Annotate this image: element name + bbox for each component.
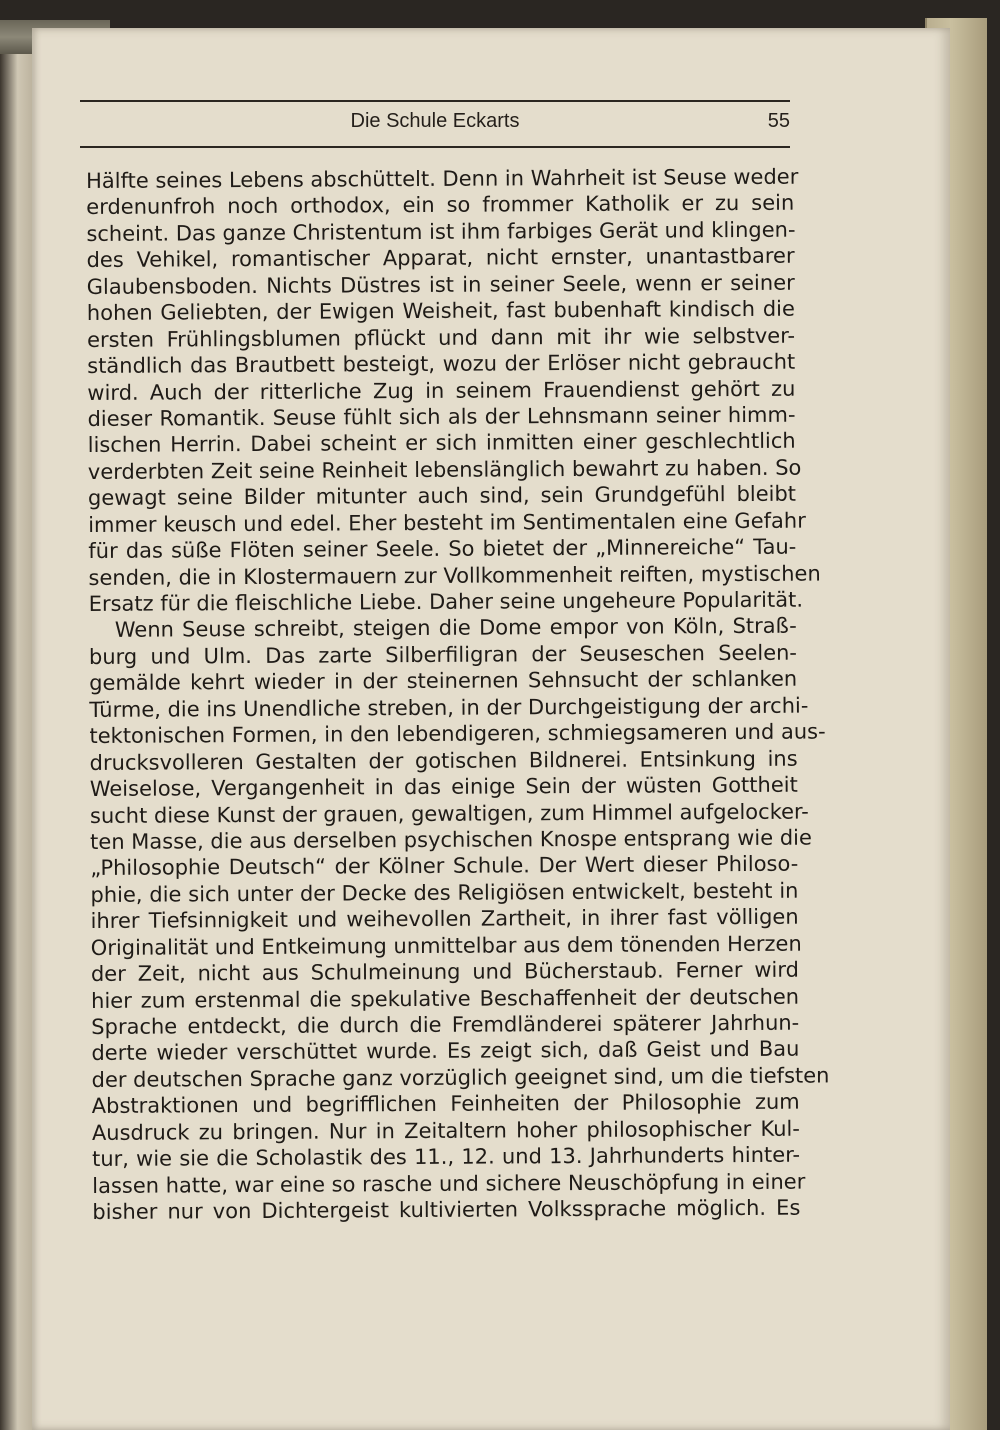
header-rule-bottom: [80, 146, 790, 148]
text-line: ständlich das Brautbett besteigt, wozu der Erlöser nicht gebraucht: [87, 349, 796, 379]
page-number: 55: [767, 110, 790, 132]
text-line: Türme, die ins Unendliche streben, in der Durchgeistigung der archi-: [89, 693, 809, 722]
text-line: der Zeit, nicht aus Schulmeinung und Bücherstaub. Ferner wird: [90, 957, 799, 987]
text-line: „Philosophie Deutsch“ der Kölner Schule. Der Wert dieser Philoso-: [90, 852, 799, 881]
text-line: tur, wie sie die Scholastik des 11., 12. und 13. Jahrhunderts hinter-: [91, 1142, 801, 1172]
text-line: bisher nur von Dichtergeist kultivierten Volkssprache möglich. Es: [92, 1195, 801, 1225]
text-line: der deutschen Sprache ganz vorzüglich geeignet sind, um die tiefsten: [91, 1063, 830, 1092]
text-line: Sprache entdeckt, die durch die Fremdländerei späterer Jahrhun-: [91, 1010, 800, 1039]
text-line: hier zum erstenmal die spekulative Beschaffenheit der deutschen: [91, 984, 800, 1013]
text-line: hohen Geliebten, der Ewigen Weisheit, fast bubenhaft kindisch die: [86, 296, 795, 326]
left-page-edge: [0, 30, 32, 1430]
text-line: ten Masse, die aus derselben psychischen Knospe entsprang wie die: [90, 825, 812, 854]
text-line: Abstraktionen und begrifflichen Feinheiten der Philosophie zum: [91, 1089, 800, 1119]
paragraph-start-line: Wenn Seuse schreibt, steigen die Dome empor von Köln, Straß-: [114, 614, 797, 643]
text-line: scheint. Das ganze Christentum ist ihm farbiges Gerät und klingen-: [86, 217, 796, 246]
text-line: Weiselose, Vergangenheit in das einige Sein der wüsten Gottheit: [89, 772, 798, 802]
text-line: gemälde kehrt wieder in der steinernen Sehnsucht der schlanken: [89, 666, 798, 696]
text-line: burg und Ulm. Das zarte Silberfiligran der Seuseschen Seelen-: [88, 640, 798, 669]
text-line: ersten Frühlingsblumen pflückt und dann mit ihr wie selbstver-: [86, 323, 796, 352]
text-line: ihrer Tiefsinnigkeit und weihevollen Zartheit, in ihrer fast völligen: [90, 904, 799, 934]
text-line: lischen Herrin. Dabei scheint er sich inmitten einer geschlechtlich: [87, 429, 796, 458]
body-text: [86, 164, 830, 1226]
text-line: immer keusch und edel. Eher besteht im Sentimentalen eine Gefahr: [88, 508, 806, 537]
text-line: phie, die sich unter der Decke des Religiösen entwickelt, besteht in: [90, 878, 799, 907]
text-line: senden, die in Klostermauern zur Vollkommenheit reiften, mystischen: [88, 561, 821, 590]
text-line: erdenunfroh noch orthodox, ein so frommer Katholik er zu sein: [86, 191, 795, 220]
text-line: Ausdruck zu bringen. Nur in Zeitaltern hoher philosophischer Kul-: [91, 1116, 800, 1145]
text-line: verderbten Zeit seine Reinheit lebenslänglich bewahrt zu haben. So: [87, 455, 802, 484]
text-line: derte wieder verschüttet wurde. Es zeigt sich, daß Geist und Bau: [91, 1037, 800, 1066]
text-line: Originalität und Entkeimung unmittelbar aus dem tönenden Herzen: [90, 931, 802, 960]
text-line: drucksvolleren Gestalten der gotischen Bildnerei. Entsinkung ins: [89, 746, 798, 775]
text-line: Glaubensboden. Nichts Düstres ist in seiner Seele, wenn er seiner: [86, 270, 795, 299]
text-line: Hälfte seines Lebens abschüttelt. Denn in Wahrheit ist Seuse weder: [86, 164, 799, 193]
text-line: für das süße Flöten seiner Seele. So bietet der „Minnereiche“ Tau-: [88, 534, 797, 564]
text-line: tektonischen Formen, in den lebendigeren, schmiegsameren und aus-: [89, 719, 826, 749]
running-head: [80, 100, 790, 152]
text-line: dieser Romantik. Seuse fühlt sich als der Lehnsmann seiner himm-: [87, 402, 796, 431]
running-title: Die Schule Eckarts: [350, 110, 520, 132]
text-line: sucht diese Kunst der grauen, gewaltigen, zum Himmel aufgelocker-: [89, 799, 809, 828]
paragraph-end-line: Ersatz für die fleischliche Liebe. Daher seine ungeheure Popularität.: [88, 587, 804, 616]
text-line: gewagt seine Bilder mitunter auch sind, sein Grundgefühl bleibt: [87, 481, 797, 511]
header-rule-top: [80, 100, 790, 102]
text-line: des Vehikel, romantischer Apparat, nicht ernster, unantastbarer: [86, 243, 795, 273]
text-line: wird. Auch der ritterliche Zug in seinem Frauendienst gehört zu: [87, 376, 796, 405]
text-line: lassen hatte, war eine so rasche und sichere Neuschöpfung in einer: [92, 1169, 806, 1198]
